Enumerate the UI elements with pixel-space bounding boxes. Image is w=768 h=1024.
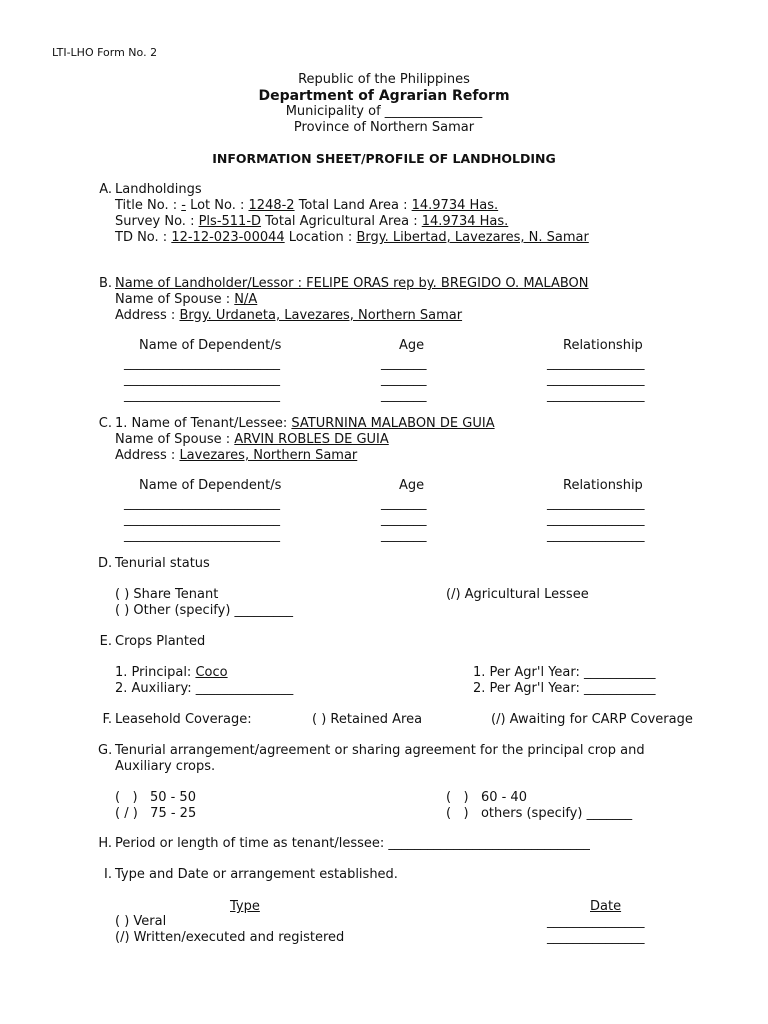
dependents-c-age-blank-3: _______ — [381, 528, 427, 543]
date-header: Date — [590, 899, 622, 914]
section-g-letter: G. — [98, 743, 113, 758]
section-a-letter: A. — [99, 182, 112, 197]
sharing-option-60-40: ( ) 60 - 40 — [446, 790, 527, 805]
total-agri-area-value: 14.9734 Has. — [421, 214, 509, 229]
form-number: LTI-LHO Form No. 2 — [52, 46, 158, 59]
section-a-row1: Title No. : - Lot No. : 1248-2 Total Land Area : 14.9734 Has. — [115, 198, 499, 213]
veral-date-blank: _______________ — [547, 914, 645, 929]
dependents-c-age-blank-2: _______ — [381, 512, 427, 527]
td-no-value: 12-12-023-00044 — [171, 230, 285, 245]
dependents-c-col-age: Age — [399, 478, 425, 493]
dependents-c-name-blank-1: ________________________ — [124, 496, 280, 511]
section-i-title: Type and Date or arrangement established. — [115, 867, 398, 882]
dependents-b-name-blank-1: ________________________ — [124, 356, 280, 371]
header-department: Department of Agrarian Reform — [258, 88, 510, 104]
header-municipality: Municipality of _______________ — [285, 104, 483, 119]
dependents-c-name-blank-2: ________________________ — [124, 512, 280, 527]
title-no-value: - — [181, 198, 186, 213]
section-h-letter: H. — [98, 836, 112, 851]
section-e-title: Crops Planted — [115, 634, 206, 649]
crop-principal: 1. Principal: Coco — [115, 665, 228, 680]
per-agri-year-1: 1. Per Agr'l Year: ___________ — [473, 665, 656, 680]
section-a-row3: TD No. : 12-12-023-00044 Location : Brgy. Libertad, Lavezares, N. Samar — [115, 230, 589, 245]
type-header: Type — [230, 899, 260, 914]
dependents-c-rel-blank-3: _______________ — [547, 528, 645, 543]
section-b-address: Address : Brgy. Urdaneta, Lavezares, Northern Samar — [115, 308, 463, 323]
dependents-b-age-blank-3: _______ — [381, 388, 427, 403]
dependents-b-name-blank-3: ________________________ — [124, 388, 280, 403]
section-f-title: Leasehold Coverage: — [115, 712, 252, 727]
crop-auxiliary: 2. Auxiliary: _______________ — [115, 681, 294, 696]
per-agri-year-2: 2. Per Agr'l Year: ___________ — [473, 681, 656, 696]
dependents-c-rel-blank-2: _______________ — [547, 512, 645, 527]
other-specify-option: ( ) Other (specify) _________ — [115, 603, 294, 618]
written-registered-option: (/) Written/executed and registered — [115, 930, 345, 945]
dependents-b-rel-blank-2: _______________ — [547, 372, 645, 387]
sharing-option-50-50: ( ) 50 - 50 — [115, 790, 196, 805]
dependents-c-rel-blank-1: _______________ — [547, 496, 645, 511]
total-land-area-value: 14.9734 Has. — [411, 198, 499, 213]
section-c-address: Address : Lavezares, Northern Samar — [115, 448, 358, 463]
share-tenant-option: ( ) Share Tenant — [115, 587, 219, 602]
header-republic: Republic of the Philippines — [298, 72, 470, 87]
dependents-c-age-blank-1: _______ — [381, 496, 427, 511]
landholder-address-value: Brgy. Urdaneta, Lavezares, Northern Samar — [179, 308, 463, 323]
lot-no-value: 1248-2 — [248, 198, 295, 213]
landholder-name: Name of Landholder/Lessor : FELIPE ORAS rep by. BREGIDO O. MALABON — [115, 276, 589, 291]
section-d-title: Tenurial status — [115, 556, 210, 571]
section-b-letter: B. — [98, 276, 112, 291]
sheet-title: INFORMATION SHEET/PROFILE OF LANDHOLDING — [212, 151, 556, 166]
tenant-name-value: SATURNINA MALABON DE GUIA — [291, 416, 495, 431]
section-c-tenant: 1. Name of Tenant/Lessee: SATURNINA MALABON DE GUIA — [115, 416, 495, 431]
section-b-spouse: Name of Spouse : N/A — [115, 292, 258, 307]
sharing-option-others: ( ) others (specify) _______ — [446, 806, 633, 821]
dependents-c-name-blank-3: ________________________ — [124, 528, 280, 543]
dependents-b-rel-blank-1: _______________ — [547, 356, 645, 371]
sharing-option-75-25: ( / ) 75 - 25 — [115, 806, 197, 821]
section-e-letter: E. — [99, 634, 112, 649]
tenant-address-value: Lavezares, Northern Samar — [179, 448, 358, 463]
tenancy-period: Period or length of time as tenant/lessee: _______________________________ — [115, 836, 590, 851]
dependents-b-age-blank-1: _______ — [381, 356, 427, 371]
section-i-letter: I. — [104, 867, 112, 882]
section-a-row2: Survey No. : Pls-511-D Total Agricultural Area : 14.9734 Has. — [115, 214, 509, 229]
section-a-title: Landholdings — [115, 182, 202, 197]
dependents-c-col-name: Name of Dependent/s — [139, 478, 282, 493]
crop-principal-value: Coco — [195, 665, 228, 680]
section-c-spouse: Name of Spouse : ARVIN ROBLES DE GUIA — [115, 432, 389, 447]
awaiting-carp-option: (/) Awaiting for CARP Coverage — [491, 712, 693, 727]
dependents-b-col-relationship: Relationship — [563, 338, 643, 353]
survey-no-value: Pls-511-D — [198, 214, 262, 229]
dependents-b-col-age: Age — [399, 338, 425, 353]
dependents-c-col-relationship: Relationship — [563, 478, 643, 493]
section-c-letter: C. — [98, 416, 112, 431]
section-g-line2: Auxiliary crops. — [115, 759, 216, 774]
section-f-letter: F. — [102, 712, 112, 727]
location-value: Brgy. Libertad, Lavezares, N. Samar — [356, 230, 589, 245]
agricultural-lessee-option: (/) Agricultural Lessee — [446, 587, 589, 602]
dependents-b-age-blank-2: _______ — [381, 372, 427, 387]
tenant-spouse-value: ARVIN ROBLES DE GUIA — [234, 432, 389, 447]
veral-option: ( ) Veral — [115, 914, 167, 929]
written-date-blank: _______________ — [547, 930, 645, 945]
dependents-b-rel-blank-3: _______________ — [547, 388, 645, 403]
retained-area-option: ( ) Retained Area — [312, 712, 423, 727]
section-g-line1: Tenurial arrangement/agreement or sharing agreement for the principal crop and — [115, 743, 645, 758]
section-d-letter: D. — [98, 556, 113, 571]
dependents-b-name-blank-2: ________________________ — [124, 372, 280, 387]
dependents-b-col-name: Name of Dependent/s — [139, 338, 282, 353]
landholder-spouse-value: N/A — [234, 292, 258, 307]
header-province: Province of Northern Samar — [293, 120, 475, 135]
